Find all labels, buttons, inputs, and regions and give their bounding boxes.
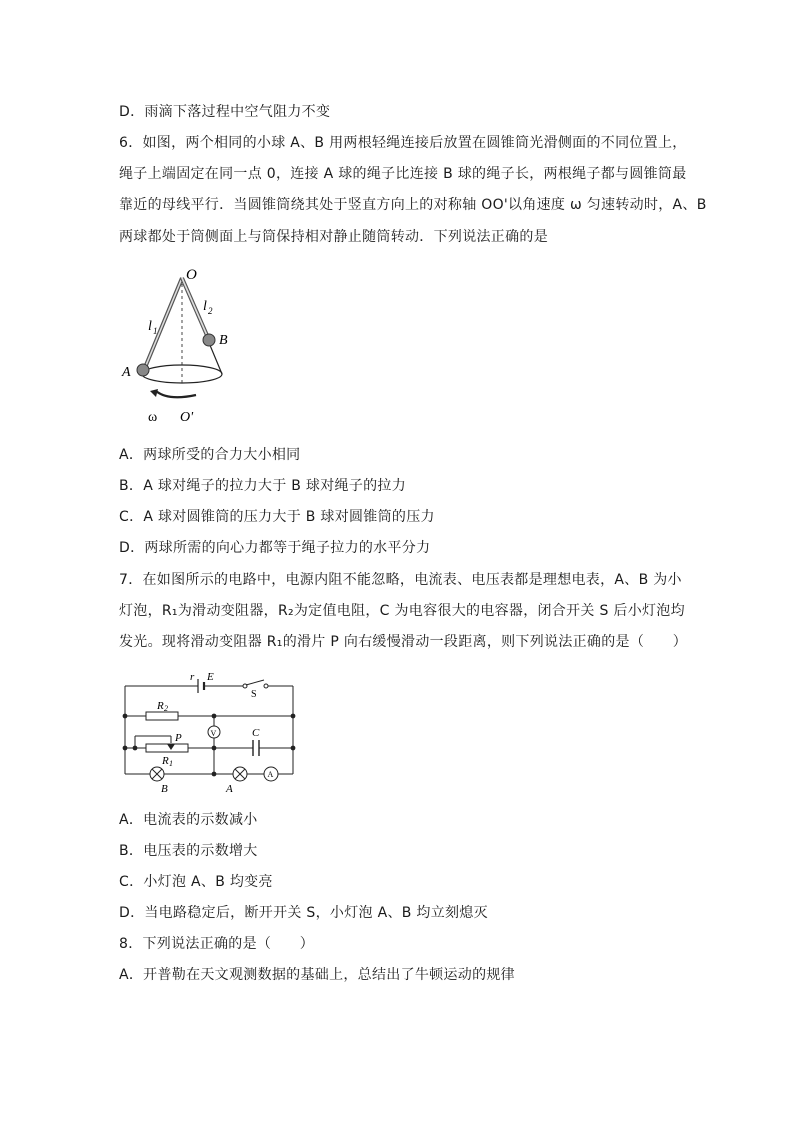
label-l1: l — [148, 319, 152, 334]
label-b: B — [219, 333, 228, 348]
junction-dot — [212, 772, 217, 777]
label-c: C — [252, 727, 260, 739]
label-e: E — [207, 671, 214, 683]
label-ammeter: A — [267, 770, 274, 779]
label-l2-sub: 2 — [208, 306, 213, 316]
junction-dot — [212, 714, 217, 719]
label-o-prime: O' — [180, 410, 194, 425]
q7-option-a: A．电流表的示数减小 — [119, 812, 258, 828]
label-s: S — [251, 689, 257, 700]
q7-option-d: D．当电路稳定后，断开开关 S，小灯泡 A、B 均立刻熄灭 — [119, 905, 488, 921]
q6-option-a: A．两球所受的合力大小相同 — [119, 447, 301, 463]
label-bulb-b: B — [161, 783, 168, 795]
q6-option-b: B．A 球对绳子的拉力大于 B 球对绳子的拉力 — [119, 478, 407, 494]
label-r: r — [190, 671, 195, 683]
junction-dot — [123, 746, 128, 751]
label-l1-sub: 1 — [153, 326, 158, 336]
q6-stem-line-2: 绳子上端固定在同一点 0，连接 A 球的绳子比连接 B 球的绳子长，两根绳子都与圆锥筒最 — [119, 166, 687, 182]
switch-blade — [246, 680, 264, 685]
q6-option-d: D．两球所需的向心力都等于绳子拉力的水平分力 — [119, 540, 431, 556]
resistor-r2 — [146, 712, 178, 720]
arrow-head — [150, 389, 158, 397]
switch-contact-2 — [264, 684, 268, 688]
ball-b — [203, 334, 215, 346]
label-o: O — [186, 267, 197, 283]
junction-dot — [133, 746, 138, 751]
junction-dot — [291, 714, 296, 719]
label-l2: l — [203, 299, 207, 314]
label-a: A — [122, 365, 131, 380]
label-v: V — [210, 729, 217, 738]
label-bulb-a: A — [226, 783, 233, 795]
q8-stem: 8．下列说法正确的是（ ） — [119, 936, 315, 952]
ball-a — [137, 364, 149, 376]
label-omega: ω — [148, 410, 158, 425]
q7-option-c: C．小灯泡 A、B 均变亮 — [119, 874, 273, 890]
junction-dot — [123, 714, 128, 719]
resistor-r1 — [146, 744, 188, 752]
label-r1: R — [162, 755, 169, 767]
q8-option-a: A．开普勒在天文观测数据的基础上，总结出了牛顿运动的规律 — [119, 967, 515, 983]
q6-stem-line-4: 两球都处于筒侧面上与筒保持相对静止随筒转动．下列说法正确的是 — [119, 229, 548, 245]
q6-option-c: C．A 球对圆锥筒的压力大于 B 球对圆锥筒的压力 — [119, 509, 435, 525]
label-r1-sub: 1 — [169, 759, 173, 768]
junction-dot — [291, 746, 296, 751]
junction-dot — [212, 746, 217, 751]
rotation-arrow — [156, 391, 196, 397]
circuit-figure — [118, 668, 300, 798]
q7-option-b: B．电压表的示数增大 — [119, 843, 258, 859]
label-r2: R — [157, 700, 164, 712]
q7-stem-line-1: 7．在如图所示的电路中，电源内阻不能忽略，电流表、电压表都是理想电表，A、B 为小 — [119, 572, 682, 588]
q5-option-d: D．雨滴下落过程中空气阻力不变 — [119, 104, 331, 120]
q6-stem-line-3: 靠近的母线平行．当圆锥筒绕其处于竖直方向上的对称轴 OO'以角速度 ω 匀速转动时，A、B — [119, 197, 707, 213]
q7-stem-line-2: 灯泡，R₁为滑动变阻器，R₂为定值电阻，C 为电容很大的电容器，闭合开关 S 后小灯泡均 — [119, 603, 685, 619]
q6-stem-line-1: 6．如图，两个相同的小球 A、B 用两根轻绳连接后放置在圆锥筒光滑侧面的不同位置上， — [119, 135, 687, 151]
label-r2-sub: 2 — [164, 704, 168, 713]
q7-stem-line-3: 发光。现将滑动变阻器 R₁的滑片 P 向右缓慢滑动一段距离，则下列说法正确的是（ ） — [119, 634, 688, 650]
label-p: P — [175, 732, 182, 744]
cone-figure — [118, 262, 248, 432]
